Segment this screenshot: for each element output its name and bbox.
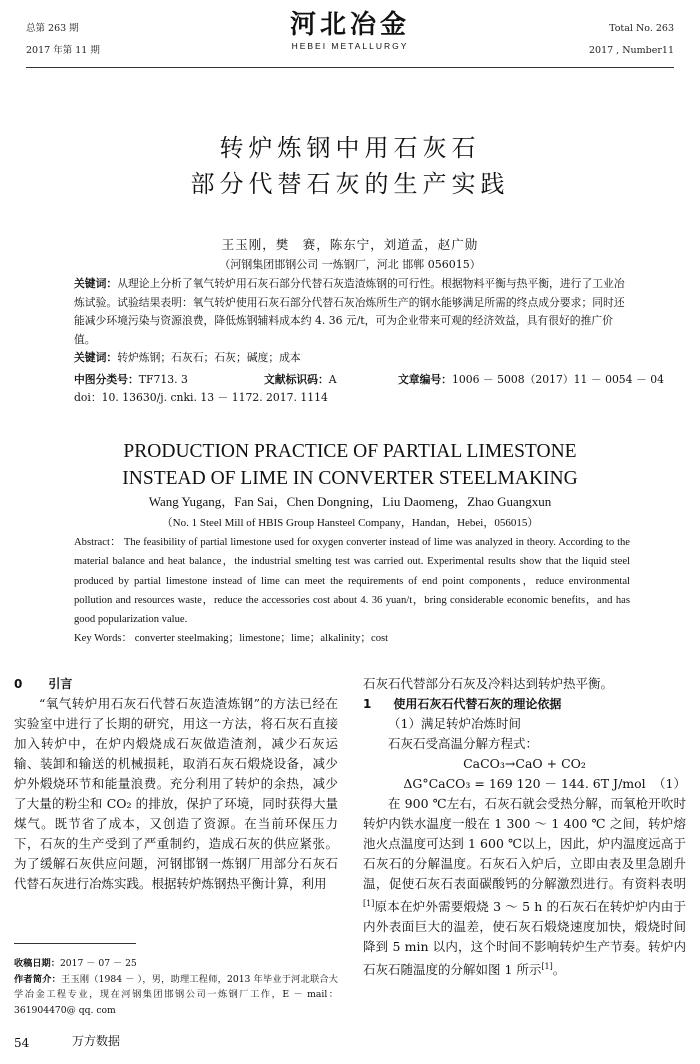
authors-cn: 王玉刚，樊 赛，陈东宁，刘道孟，赵广勋: [221, 237, 479, 252]
keywords-en-text: converter steelmaking；limestone；lime；alkalinity；cost: [134, 633, 389, 645]
abstract-cn-text: 从理论上分析了氧气转炉用石灰石部分代替石灰造渣炼钢的可行性。根据物料平衡与热平衡，进行了工业冶炼试验。试验结果表明：氧气转炉使用石灰石部分代替石灰冶炼所生产的钢水能够满足所需的终点成分要求；同时还能减少环境污染与资源浪费，降低炼钢辅料成本约 4. 36 元/t，可为企业带来可观的经济效益，具有很好的推广价值。: [74, 277, 625, 346]
document-code: 文献标识码：A: [264, 373, 337, 386]
footnote: [14, 956, 338, 1018]
author-bio: 作者简介：王玉刚（1984 － ），男，助理工程师，2013 年毕业于河北联合大学冶金工程专业，现在河钢集团邯钢公司一炼钢厂工作，E － mail：361904470@ qq. com: [14, 973, 338, 1016]
intro-paragraph: “氧气转炉用石灰石代替石灰造渣炼钢”的方法已经在实验室中进行了长期的研究，用这一方法，将石灰石直接加入转炉中，在炉内煅烧成石灰做造渣剂，减少石灰运输、装卸和输送的机械损耗，取消石灰石煅烧设备，减少炉外煅烧环节和能量浪费。充分利用了转炉的余热，减少了大量的粉尘和 CO₂ 的排放，保护了环境，同时获得大量煤气。既节省了成本，又创造了资源。在当前环保压力下，石灰的生产受到了严重制约，造成石灰的供应紧张。为了缓解石灰供应问题，河钢邯钢一炼钢厂用部分石灰石代替石灰进行冶炼实践。根据转炉炼钢热平衡计算，利用: [14, 696, 338, 891]
journal-issue-info-en: [589, 18, 674, 62]
abstract-en-body: [74, 533, 630, 629]
section-0-heading: 0 引言: [14, 677, 73, 691]
paper-title-cn: [0, 130, 700, 202]
wanfang-watermark: 万方数据: [72, 1034, 121, 1048]
equation-reaction: CaCO₃→CaO + CO₂: [463, 756, 586, 771]
abstract-en-label: Abstract：: [74, 537, 122, 548]
affiliation-cn: （河钢集团邯钢公司 一炼钢厂，河北 邯郸 056015）: [219, 258, 481, 271]
left-column: [14, 674, 338, 894]
footnote-rule: [14, 943, 136, 944]
equation-1-number: （1）: [653, 776, 686, 791]
masthead-cn: 河北冶金: [289, 10, 410, 40]
year-issue: 2017 年第 11 期: [26, 45, 100, 56]
title-cn-line-1: 转炉炼钢中用石灰石: [219, 134, 481, 162]
section-1-heading: 1 使用石灰石代替石灰的理论依据: [363, 697, 562, 711]
citation-1: [1]: [363, 899, 375, 908]
abstract-en: [74, 533, 630, 649]
equation-intro: 石灰石受高温分解方程式：: [388, 736, 539, 751]
keywords-cn: [74, 349, 630, 368]
paper-title-en: [0, 438, 700, 492]
right-column: [363, 674, 686, 980]
masthead-en: HEBEI METALLURGY: [291, 41, 409, 51]
year-number: 2017 , Number11: [588, 45, 674, 56]
abstract-en-text: The feasibility of partial limestone used for oxygen converter instead of lime was analyzed in theory. According to the material balance and heat balance，the industrial smelting test was carried out. Experimental results show that the liquid steel produced by partial limestone instead of lime can meet the requirements of end point components，reduce environmental pollution and resources waste，reduce the accessories cost about 4. 36 yuan/t，bring considerable economic benefits，and has good popularization value.: [74, 537, 631, 626]
clc-code: 中图分类号：TF713. 3: [74, 373, 188, 386]
title-en-line-1: PRODUCTION PRACTICE OF PARTIAL LIMESTONE: [123, 441, 577, 462]
keywords-cn-label: 关键词：: [74, 351, 118, 364]
doi: doi：10. 13630/j. cnki. 13 － 1172. 2017. 1114: [74, 391, 328, 404]
decomposition-paragraph: 在 900 ℃左右，石灰石就会受热分解，而氧枪开吹时转炉内铁水温度一般在 1 300 ～ 1 400 ℃ 之间，转炉熔池火点温度可达到 1 600 ℃以上，因此，炉内温度远高于石灰石的分解温度。石灰石入炉后，立即由表及里急剧升温，促使石灰石表面碳酸钙的分解激烈进行。有资料表明[1]原本在炉外需要煅烧 3 ～ 5 h 的石灰石在转炉炉内由于内外表面巨大的温差，使石灰石煅烧速度加快，煅烧时间降到 5 min 以内，这个时间不影响转炉生产节奏。转炉内石灰石随温度的分解如图 1 所示[1]。: [363, 796, 686, 978]
title-en-line-2: INSTEAD OF LIME IN CONVERTER STEELMAKING: [122, 468, 578, 489]
abstract-cn-body: [74, 275, 630, 349]
received-date: 收稿日期：2017 － 07 － 25: [14, 958, 137, 969]
equation-1: [363, 774, 686, 794]
title-cn-line-2: 部分代替石灰的生产实践: [190, 170, 510, 198]
article-number: 文章编号：1006 － 5008（2017）11 － 0054 － 04: [398, 373, 664, 386]
continued-text: 石灰石代替部分石灰及冷料达到转炉热平衡。: [363, 676, 614, 691]
page-number: 54: [14, 1036, 30, 1050]
keywords-en-label: Key Words：: [74, 633, 133, 645]
subheading-1: （1）满足转炉冶炼时间: [388, 716, 521, 731]
total-issue: 总第 263 期: [26, 23, 79, 34]
header-rule: [26, 67, 674, 68]
abstract-cn: [74, 275, 630, 368]
affiliation-en: （No. 1 Steel Mill of HBIS Group Hansteel Company，Handan，Hebei，056015）: [161, 517, 539, 529]
equation-1-text: ΔG°CaCO₃ = 169 120 － 144. 6T J/mol: [403, 776, 646, 791]
keywords-cn-text: 转炉炼钢；石灰石；石灰；碱度；成本: [117, 351, 301, 364]
citation-2: [1]: [541, 962, 553, 972]
total-no: Total No. 263: [609, 23, 674, 34]
keywords-en: [74, 629, 630, 648]
abstract-cn-label: 关键词：: [74, 277, 118, 290]
authors-en: Wang Yugang，Fan Sai，Chen Dongning，Liu Daomeng，Zhao Guangxun: [148, 494, 552, 509]
